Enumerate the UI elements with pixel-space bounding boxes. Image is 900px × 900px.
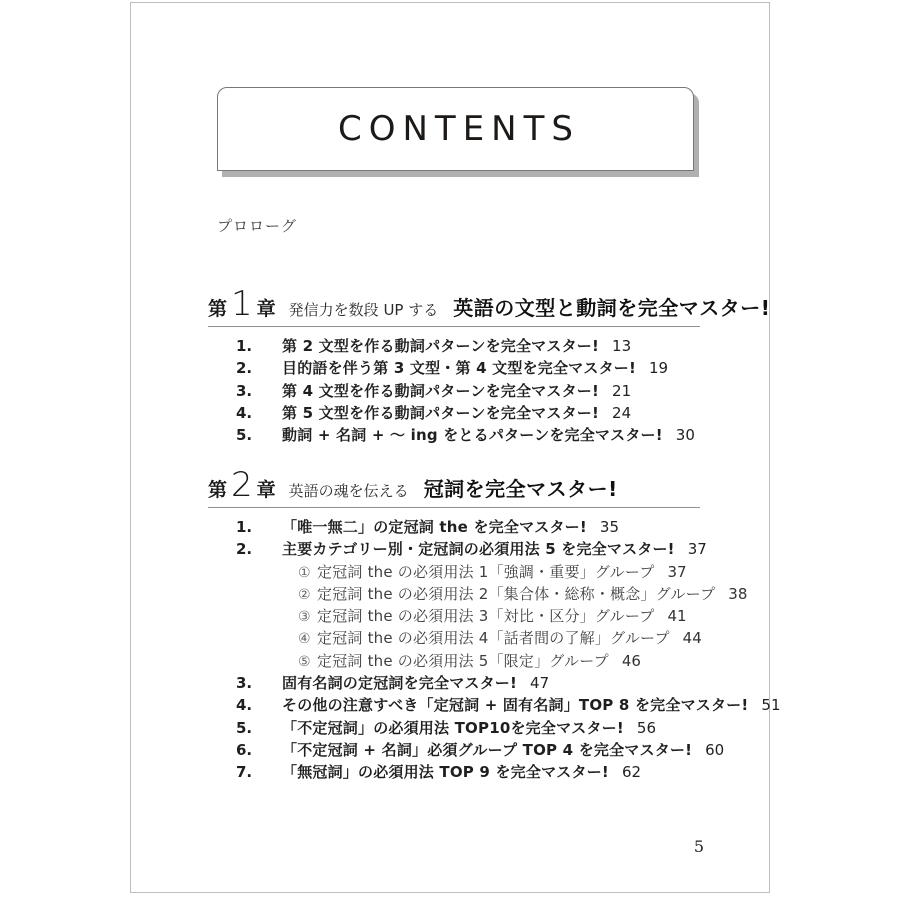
entry-number: 2. — [236, 540, 253, 559]
entry-number: 1. — [236, 518, 253, 536]
entry-text: 第 4 文型を作る動詞パターンを完全マスター! — [282, 381, 600, 400]
contents-header-box — [217, 87, 694, 171]
toc-entry — [208, 538, 707, 560]
entry-page-number: 41 — [667, 607, 687, 626]
toc-subentry — [208, 583, 748, 605]
entry-text: 主要カテゴリー別・定冠詞の必須用法 5 を完全マスター! — [282, 540, 675, 559]
entry-text: 動詞 + 名詞 + 〜 ing をとるパターンを完全マスター! — [282, 426, 663, 445]
toc-entry — [208, 739, 725, 761]
entry-text: 定冠詞 the の必須用法 2「集合体・総称・概念」グループ — [317, 584, 716, 603]
toc-subentry — [208, 561, 700, 583]
toc-entry — [208, 672, 700, 694]
entry-text: その他の注意すべき「定冠詞 + 固有名詞」TOP 8 を完全マスター! — [282, 696, 749, 715]
chapter-title: 英語の文型と動詞を完全マスター! — [453, 296, 771, 320]
entry-page-number: 13 — [612, 337, 632, 355]
entry-page-number: 62 — [621, 763, 642, 782]
entry-circled-number: ③ — [298, 609, 311, 626]
chapter-label-prefix: 第 — [208, 298, 228, 320]
toc-subentry — [208, 605, 700, 627]
toc-entry — [208, 516, 700, 538]
toc-subentry — [208, 627, 700, 649]
entry-text: 第 2 文型を作る動詞パターンを完全マスター! — [282, 337, 600, 355]
chapter-1-heading — [208, 284, 771, 324]
entry-number: 5. — [236, 426, 253, 445]
entry-page-number: 37 — [667, 562, 687, 581]
toc-entry — [208, 694, 781, 716]
toc-subentry — [208, 650, 700, 672]
entry-number: 4. — [236, 696, 253, 715]
entry-text: 定冠詞 the の必須用法 3「対比・区分」グループ — [317, 607, 655, 626]
heading-rule — [208, 326, 700, 327]
entry-page-number: 19 — [649, 359, 669, 378]
toc-entry — [208, 717, 700, 739]
entry-text: 「不定冠詞 + 名詞」必須グループ TOP 4 を完全マスター! — [282, 740, 693, 759]
entry-page-number: 56 — [636, 718, 657, 737]
entry-number: 3. — [236, 381, 253, 400]
entry-circled-number: ⑤ — [298, 653, 311, 670]
heading-rule — [208, 507, 700, 508]
chapter-2-items — [208, 516, 781, 784]
entry-page-number: 38 — [728, 584, 748, 603]
entry-text: 「無冠詞」の必須用法 TOP 9 を完全マスター! — [282, 763, 609, 782]
entry-text: 固有名詞の定冠詞を完全マスター! — [282, 674, 518, 693]
chapter-title: 冠詞を完全マスター! — [423, 477, 618, 501]
chapter-label-prefix: 第 — [208, 479, 228, 501]
chapter-number: 1 — [231, 284, 253, 324]
entry-number: 7. — [236, 763, 253, 782]
entry-page-number: 44 — [682, 629, 702, 648]
toc-entry — [208, 424, 700, 446]
entry-text: 定冠詞 the の必須用法 1「強調・重要」グループ — [317, 562, 655, 581]
entry-number: 5. — [236, 718, 253, 737]
entry-number: 2. — [236, 359, 253, 378]
entry-page-number: 37 — [687, 540, 707, 559]
entry-text: 「唯一無二」の定冠詞 the を完全マスター! — [282, 518, 587, 536]
entry-circled-number: ④ — [298, 631, 311, 648]
chapter-subtitle: 発信力を数段 UP する — [288, 301, 439, 319]
entry-text: 「不定冠詞」の必須用法 TOP10を完全マスター! — [282, 718, 624, 737]
toc-entry — [208, 402, 700, 424]
entry-page-number: 47 — [530, 674, 550, 693]
entry-page-number: 35 — [599, 518, 620, 536]
page-number: 5 — [693, 837, 705, 856]
prologue-entry: プロローグ — [217, 217, 298, 235]
entry-page-number: 24 — [612, 403, 632, 422]
entry-number: 3. — [236, 674, 253, 693]
chapter-2-heading — [208, 465, 700, 505]
toc-entry — [208, 357, 700, 379]
entry-circled-number: ① — [298, 564, 311, 581]
toc-page — [130, 2, 781, 893]
entry-number: 1. — [236, 337, 253, 355]
chapter-number: 2 — [231, 465, 253, 505]
chapter-2-section — [208, 465, 781, 784]
entry-text: 第 5 文型を作る動詞パターンを完全マスター! — [282, 403, 600, 422]
entry-page-number: 60 — [705, 740, 725, 759]
page-title: CONTENTS — [338, 109, 580, 149]
entry-page-number: 51 — [761, 696, 781, 715]
entry-number: 4. — [236, 403, 253, 422]
toc-entry — [208, 335, 700, 357]
chapter-subtitle: 英語の魂を伝える — [288, 482, 409, 500]
entry-page-number: 30 — [675, 426, 695, 445]
chapter-label-suffix: 章 — [256, 479, 276, 501]
entry-text: 定冠詞 the の必須用法 4「話者間の了解」グループ — [317, 629, 670, 648]
entry-text: 定冠詞 the の必須用法 5「限定」グループ — [317, 651, 609, 670]
entry-page-number: 21 — [612, 381, 632, 400]
chapter-label-suffix: 章 — [256, 298, 276, 320]
toc-entry — [208, 761, 700, 783]
entry-page-number: 46 — [621, 651, 641, 670]
entry-number: 6. — [236, 740, 253, 759]
chapter-1-items — [208, 335, 700, 446]
entry-circled-number: ② — [298, 586, 311, 603]
chapter-1-section — [208, 284, 771, 446]
toc-entry — [208, 380, 700, 402]
entry-text: 目的語を伴う第 3 文型・第 4 文型を完全マスター! — [282, 359, 637, 378]
